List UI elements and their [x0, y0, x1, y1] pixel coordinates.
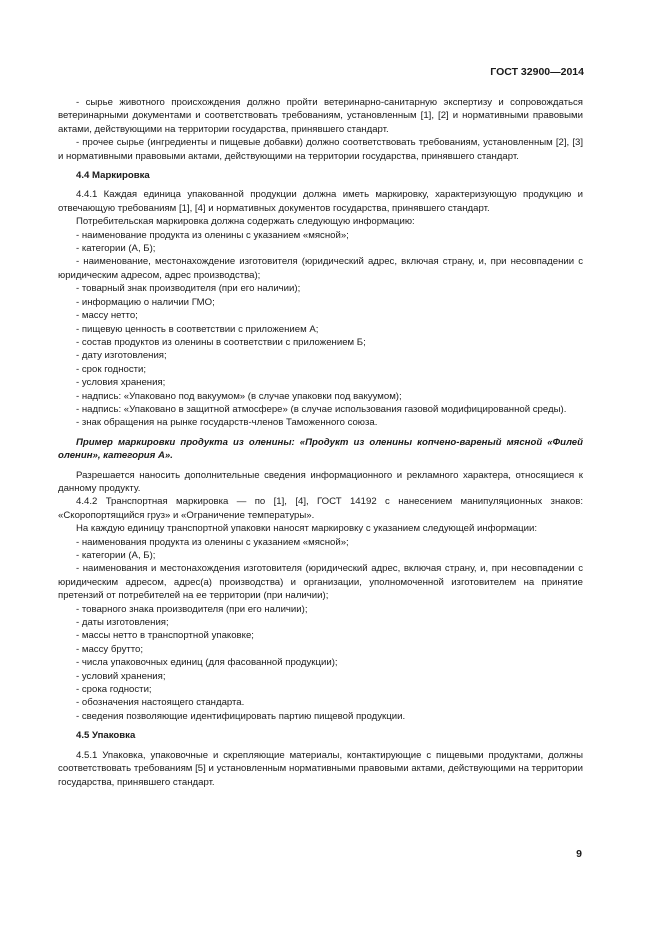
list-item: - пищевую ценность в соответствии с приложением А; [76, 323, 319, 335]
list-item: - информацию о наличии ГМО; [76, 296, 215, 308]
document-body [58, 96, 583, 789]
list-item: - товарный знак производителя (при его наличии); [76, 283, 301, 295]
section-heading-packaging: 4.5 Упаковка [76, 730, 136, 742]
paragraph: На каждую единицу транспортной упаковки наносят маркировку с указанием следующей информации: [76, 523, 538, 535]
list-item: - даты изготовления; [76, 617, 169, 629]
list-item: - сведения позволяющие идентифицировать партию пищевой продукции. [76, 710, 406, 722]
paragraph: Потребительская маркировка должна содержать следующую информацию: [76, 216, 415, 228]
paragraph: 4.4.1 Каждая единица упакованной продукции должна иметь маркировку, характеризующую продукцию и отвечающую требованиям [1], [4] и нормативных документов государства, принявшего стандарт. [58, 189, 583, 214]
list-item: - надпись: «Упаковано под вакуумом» (в случае упаковки под вакуумом); [76, 390, 402, 402]
list-item: - наименования и местонахождения изготовителя (юридический адрес, включая страну, и, при несовпадении с юридическим адресом, адрес(а) производства) и организации, уполномоченной изготовителем на принятие претензий от потребителей на ее территории (при наличии); [58, 563, 583, 602]
standard-header: ГОСТ 32900—2014 [490, 66, 584, 78]
paragraph: 4.5.1 Упаковка, упаковочные и скрепляющие материалы, контактирующие с пищевыми продуктами, должны соответствовать требованиям [5] и установленным нормативными правовыми актами, действующими на территории государства, принявшего стандарт. [58, 749, 583, 788]
paragraph: - прочее сырье (ингредиенты и пищевые добавки) должно соответствовать требованиям, установленным [2], [3] и нормативными правовыми актами, действующими на территории государства, принявшего стандарт. [58, 137, 583, 162]
list-item: - наименования продукта из оленины с указанием «мясной»; [76, 536, 349, 548]
list-item: - состав продуктов из оленины в соответствии с приложением Б; [76, 336, 366, 348]
list-item: - числа упаковочных единиц (для фасованной продукции); [76, 657, 338, 669]
paragraph: 4.4.2 Транспортная маркировка — по [1], [4], ГОСТ 14192 с нанесением манипуляционных знаков: «Скоропортящийся груз» и «Ограничение температуры». [58, 496, 583, 521]
list-item: - срок годности; [76, 363, 147, 375]
list-item: - срока годности; [76, 684, 152, 696]
marking-example: Пример маркировки продукта из оленины: «Продукт из оленины копчено-вареный мясной «Филей оленин», категория А». [58, 436, 583, 462]
list-item: - надпись: «Упаковано в защитной атмосфере» (в случае использования газовой модифицированной среды). [76, 403, 567, 415]
list-item: - товарного знака производителя (при его наличии); [76, 603, 308, 615]
page-number: 9 [576, 848, 582, 860]
section-heading-marking: 4.4 Маркировка [76, 170, 150, 182]
list-item: - обозначения настоящего стандарта. [76, 697, 245, 709]
paragraph: - сырье животного происхождения должно пройти ветеринарно-санитарную экспертизу и сопровождаться ветеринарными документами и соответствовать требованиям, установленным [1], [2] и нормативными правовыми актами, действующими на территории государства, принявшего стандарт. [58, 97, 583, 135]
list-item: - наименование, местонахождение изготовителя (юридический адрес, включая страну, и, при несовпадении с юридическим адресом, адрес производства); [58, 256, 583, 281]
list-item: - массу брутто; [76, 643, 144, 655]
list-item: - категории (А, Б); [76, 243, 156, 255]
list-item: - знак обращения на рынке государств-членов Таможенного союза. [76, 417, 378, 429]
list-item: - условия хранения; [76, 377, 166, 389]
list-item: - массу нетто; [76, 310, 138, 322]
list-item: - наименование продукта из оленины с указанием «мясной»; [76, 229, 349, 241]
list-item: - дату изготовления; [76, 350, 167, 362]
list-item: - категории (А, Б); [76, 550, 156, 561]
paragraph: Разрешается наносить дополнительные сведения информационного и рекламного характера, относящиеся к данному продукту. [58, 469, 583, 494]
list-item: - массы нетто в транспортной упаковке; [76, 630, 254, 642]
list-item: - условий хранения; [76, 670, 166, 682]
